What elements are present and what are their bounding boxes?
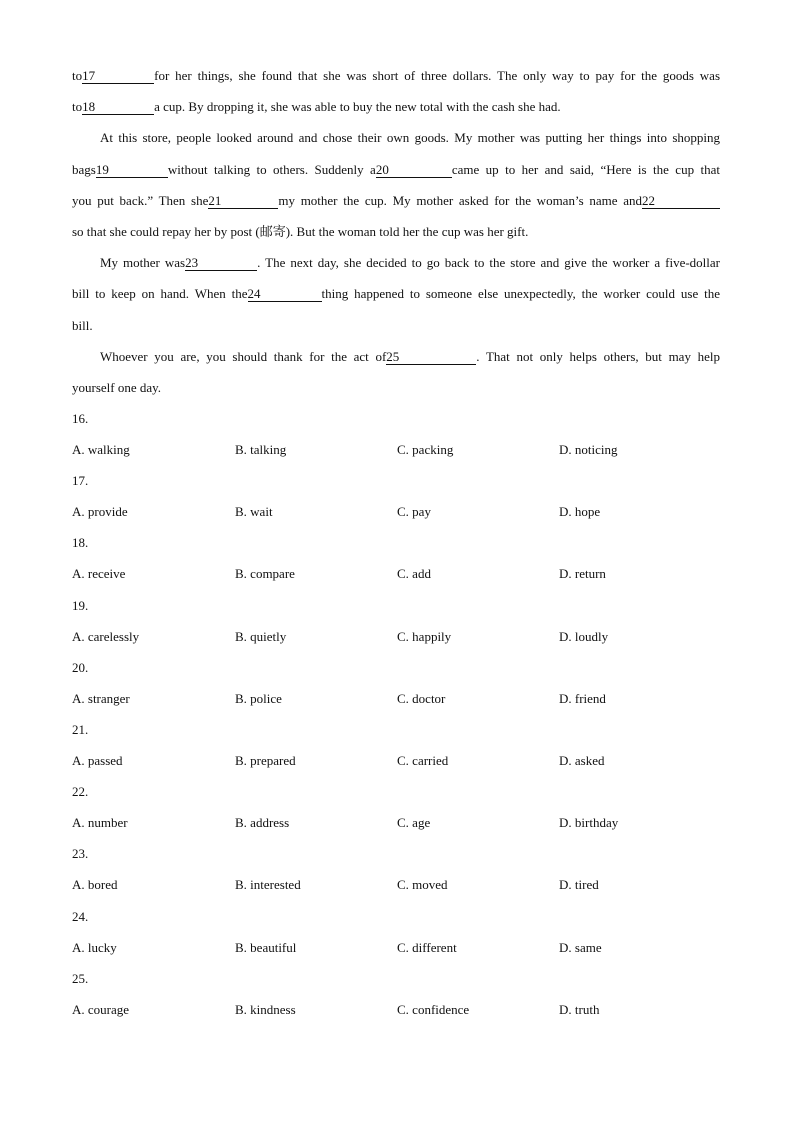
passage-line [72,122,720,153]
option-b[interactable]: B. compare [235,566,295,582]
option-row [72,807,732,838]
answer-blank: 21 [208,194,278,209]
passage-text: . The next day, she decided to go back to the store and give the worker a five-dollar [257,255,721,271]
option-b[interactable]: B. kindness [235,1001,296,1017]
option-a[interactable]: A. number [72,815,128,831]
passage-text: bill to keep on hand. When the [72,286,248,302]
question-number: 16. [72,411,89,426]
passage-text: to [72,68,83,83]
passage-text: without talking to others. Suddenly a [167,161,376,177]
option-a[interactable]: A. provide [72,504,128,520]
answer-blank: 17 [82,69,154,84]
option-a[interactable]: A. courage [72,1001,130,1017]
question-number: 17. [72,473,89,489]
answer-blank: 25 [386,350,476,365]
passage-line [72,247,720,278]
option-a[interactable]: A. stranger [72,690,130,706]
option-d[interactable]: D. loudly [559,628,609,644]
option-row [72,558,732,589]
passage-line [72,372,720,403]
option-d[interactable]: D. asked [559,753,605,769]
option-a[interactable]: A. carelessly [72,628,140,644]
passage-line [72,278,720,309]
passage-line [72,60,720,91]
option-c[interactable]: C. happily [397,628,452,644]
passage-text: . That not only helps others, but may help [476,348,720,364]
passage-text: yourself one day. [72,379,162,395]
option-d[interactable]: D. friend [559,690,606,706]
passage-text: My mother was [100,255,186,271]
question-number: 19. [72,597,89,613]
option-b[interactable]: B. address [235,815,290,831]
answer-blank: 24 [248,287,322,302]
passage-text: bags [72,161,96,177]
passage-line [72,185,720,216]
question-number: 24. [72,908,89,924]
passage-text: you put back.” Then she [72,192,209,208]
question-number: 25. [72,970,89,986]
answer-blank: 18 [82,100,154,115]
passage-text: so that she could repay her by post (邮寄). But the woman told her the cup was her gift. [72,223,529,239]
question-number: 21. [72,721,89,737]
option-c[interactable]: C. packing [397,442,454,458]
option-a[interactable]: A. lucky [72,939,117,955]
option-c[interactable]: C. add [397,566,431,582]
passage-text: bill. [72,317,93,333]
option-b[interactable]: B. quietly [235,628,287,644]
option-row [72,434,732,465]
option-d[interactable]: D. birthday [559,815,619,831]
question-number: 20. [72,659,89,675]
option-row [72,932,732,963]
option-a[interactable]: A. bored [72,877,118,893]
option-c[interactable]: C. doctor [397,690,446,706]
option-b[interactable]: B. police [235,690,282,706]
answer-blank: 23 [185,256,257,271]
option-row [72,496,732,527]
option-row [72,745,732,776]
option-row [72,869,732,900]
question-number: 23. [72,846,89,862]
passage-line [72,216,720,247]
option-b[interactable]: B. interested [235,877,301,893]
question-number: 18. [72,535,89,551]
option-c[interactable]: C. pay [397,504,431,520]
option-row [72,683,732,714]
option-d[interactable]: D. hope [559,504,601,520]
passage-line [72,310,720,341]
passage-text: a cup. By dropping it, she was able to buy the new total with the cash she had. [154,99,561,115]
question-number: 22. [72,784,89,800]
option-b[interactable]: B. prepared [235,753,296,769]
option-b[interactable]: B. wait [235,504,273,520]
option-b[interactable]: B. talking [235,442,287,458]
question-list [72,403,732,1025]
option-d[interactable]: D. return [559,566,606,582]
answer-blank: 20 [376,163,452,178]
option-c[interactable]: C. age [397,815,431,831]
passage-text: for her things, she found that she was short of three dollars. The only way to pay for the goods was [154,68,720,83]
cloze-passage [72,60,720,403]
answer-blank: 22 [642,194,720,209]
option-c[interactable]: C. different [397,939,457,955]
option-row [72,994,732,1025]
passage-line [72,91,720,122]
answer-blank: 19 [96,163,168,178]
passage-text: thing happened to someone else unexpectedly, the worker could use the [321,286,720,302]
passage-text: At this store, people looked around and chose their own goods. My mother was putting her things into shopping [100,130,720,146]
option-d[interactable]: D. noticing [559,442,618,458]
option-a[interactable]: A. walking [72,442,130,458]
passage-text: Whoever you are, you should thank for the act of [100,348,387,364]
option-d[interactable]: D. same [559,939,602,955]
option-c[interactable]: C. carried [397,753,449,769]
option-d[interactable]: D. tired [559,877,599,893]
option-c[interactable]: C. confidence [397,1001,470,1017]
option-a[interactable]: A. passed [72,753,123,769]
option-b[interactable]: B. beautiful [235,939,297,955]
option-c[interactable]: C. moved [397,877,448,893]
option-a[interactable]: A. receive [72,566,126,582]
passage-text: came up to her and said, “Here is the cup that [451,161,721,177]
option-row [72,621,732,652]
passage-line [72,154,720,185]
option-d[interactable]: D. truth [559,1001,600,1017]
passage-line [72,341,720,372]
passage-text: my mother the cup. My mother asked for the woman’s name and [278,192,642,208]
passage-text: to [72,99,83,115]
